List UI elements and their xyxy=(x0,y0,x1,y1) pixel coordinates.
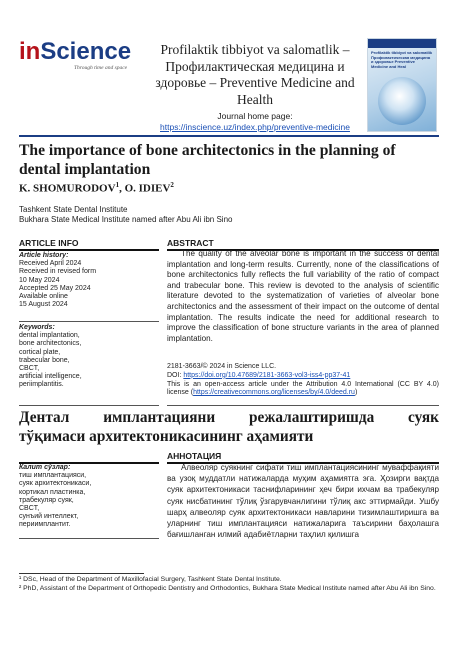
inscience-logo xyxy=(19,40,144,80)
cover-top-bar xyxy=(368,39,436,48)
footnote-rule xyxy=(19,573,144,574)
journal-cover-image xyxy=(367,38,437,132)
journal-home-label: Journal home page: xyxy=(217,111,293,121)
abstract-heading: ABSTRACT xyxy=(167,238,214,248)
journal-name: Profilaktik tibbiyot va salomatlik – Профилактическая медицина и здоровье – Preventive Medicine and Health xyxy=(155,42,355,107)
footnotes xyxy=(19,576,439,593)
annotation-text: Алвеоляр суякнинг сифати тиш имплантациясининг муваффақияти ва узоқ муддатли натижаларда муҳим аҳамиятга эга. Ҳозирги вақтда суяк архитектоникаси таснифларининг ҳеч бири ихчам ва трабекуляр суяк нисбатининг тўлиқ ўзгарувчанлигини тўлиқ акс эттирмайди. Ушбу шарҳ алвеоляр суяк архитектоникаси навларини тизимлаштиришга ва уларнинг тиш имплантацияси натижаларига таъсирини баҳолашга бағишланган илмий адабиётларни таҳлил қилишга xyxy=(167,463,439,540)
uzbek-keywords-end-rule xyxy=(19,538,159,539)
keywords-rule xyxy=(19,321,159,322)
affiliation-1: Tashkent State Dental Institute xyxy=(19,205,128,214)
affiliations xyxy=(19,205,232,225)
footnote-1: ¹ DSc, Head of the Department of Maxillofacial Surgery, Tashkent State Dental Institute. xyxy=(19,576,282,583)
annotation-heading: АННОТАЦИЯ xyxy=(167,451,222,461)
cover-illustration xyxy=(378,77,426,125)
keyword: CBCT, xyxy=(19,365,40,373)
license-text: This is an open-access article under the Attribution 4.0 International (CC BY 4.0) license ( xyxy=(167,380,439,397)
license-close: ) xyxy=(354,389,358,397)
keywords-end-rule xyxy=(19,405,159,406)
uzbek-title-line-2: тўқимаси архитектоникасининг аҳамияти xyxy=(19,428,314,445)
keyword: trabecular bone, xyxy=(19,356,70,364)
uzbek-keywords xyxy=(19,464,159,530)
uzbek-keyword: трабекуляр суяк, xyxy=(19,496,74,504)
article-info-heading: ARTICLE INFO xyxy=(19,238,79,248)
uzbek-keyword: кортикал пластинка, xyxy=(19,488,86,496)
doi-line xyxy=(167,372,439,381)
history-item: 10 May 2024 xyxy=(19,276,60,284)
footnote-2: ² PhD, Assistant of the Department of Orthopedic Dentistry and Orthodontics, Bukhara State Medical Institute named after Abu Ali ibn Sino. xyxy=(19,584,436,592)
keywords xyxy=(19,324,159,390)
author-2-sup: 2 xyxy=(170,181,174,189)
history-item: Available online xyxy=(19,293,68,301)
issn: 2181-3663/© 2024 in Science LLC. xyxy=(167,363,277,370)
history-item: 15 August 2024 xyxy=(19,301,68,309)
article-title: The importance of bone architectonics in the planning of dental implantation xyxy=(19,142,396,178)
article-meta xyxy=(167,363,439,398)
abstract-body xyxy=(167,249,439,344)
uzbek-keyword: периимплантит. xyxy=(19,521,71,529)
journal-home xyxy=(148,111,362,132)
doi-link[interactable]: https://doi.org/10.47689/2181-3663-vol3-iss4-pp37-41 xyxy=(183,371,351,379)
license-line xyxy=(167,381,439,399)
author-1-sup: 1 xyxy=(115,181,120,189)
article-history xyxy=(19,252,159,309)
uzbek-keyword: CBCT, xyxy=(19,505,40,513)
annotation-body xyxy=(167,462,439,540)
uzbek-keyword: суяк архитектоникаси, xyxy=(19,480,92,488)
author-2: O. IDIEV xyxy=(124,182,171,195)
authors xyxy=(19,181,174,195)
keyword: dental implantation, xyxy=(19,332,80,340)
cover-title: Profilaktik tibbiyot va salomatlik Профилактическая медицина и здоровье Preventive Medicine and Heal xyxy=(371,50,433,69)
affiliation-2: Bukhara State Medical Institute named after Abu Ali ibn Sino xyxy=(19,215,233,224)
uzbek-title-line-1: Дентал имплантацияни режалаштиришда суяк xyxy=(19,409,439,426)
uzbek-keyword: сунъий интеллект, xyxy=(19,513,79,521)
author-1: K. SHOMURODOV xyxy=(19,182,116,195)
abstract-end-rule xyxy=(167,405,439,406)
doi-label: DOI: xyxy=(167,371,184,379)
keyword: bone architectonics, xyxy=(19,340,82,348)
logo-in: in xyxy=(19,38,41,65)
history-item: Accepted 25 May 2024 xyxy=(19,284,91,292)
abstract-text: The quality of the alveolar bone is important in the success of dental implantation and long-term results. Currently, none of the classifications of bone architectonics fully reflects the full variability of the ratio of compact and trabecular bone. This review is devoted to the analysis of scientific literature devoted to the systematization of varieties of alveolar bone architectonics and the assessment of their impact on the outcome of dental implantation. The results indicate the need for additional research to improve the classification of bone structure variants in the area of planned implantation. xyxy=(167,249,439,343)
article-info-rule xyxy=(19,249,159,251)
uzbek-keyword: тиш имплантацияси, xyxy=(19,472,87,480)
history-label: Article history: xyxy=(19,252,69,259)
history-item: Received April 2024 xyxy=(19,260,82,268)
logo-science: Science xyxy=(40,38,132,65)
history-item: Received in revised form xyxy=(19,268,97,276)
uzbek-keywords-label: Калит сўзлар: xyxy=(19,464,71,471)
keyword: cortical plate, xyxy=(19,348,61,356)
keyword: periimplantitis. xyxy=(19,381,64,389)
header-divider xyxy=(19,135,439,137)
keyword: artificial intelligence, xyxy=(19,373,82,381)
journal-home-link[interactable]: https://inscience.uz/index.php/preventive-medicine xyxy=(160,121,350,132)
license-link[interactable]: https://creativecommons.org/licenses/by/4.0/deed.ru xyxy=(193,389,355,397)
logo-tagline: Through time and space xyxy=(74,65,128,71)
keywords-label: Keywords: xyxy=(19,324,55,331)
author-separator: , xyxy=(119,182,125,195)
